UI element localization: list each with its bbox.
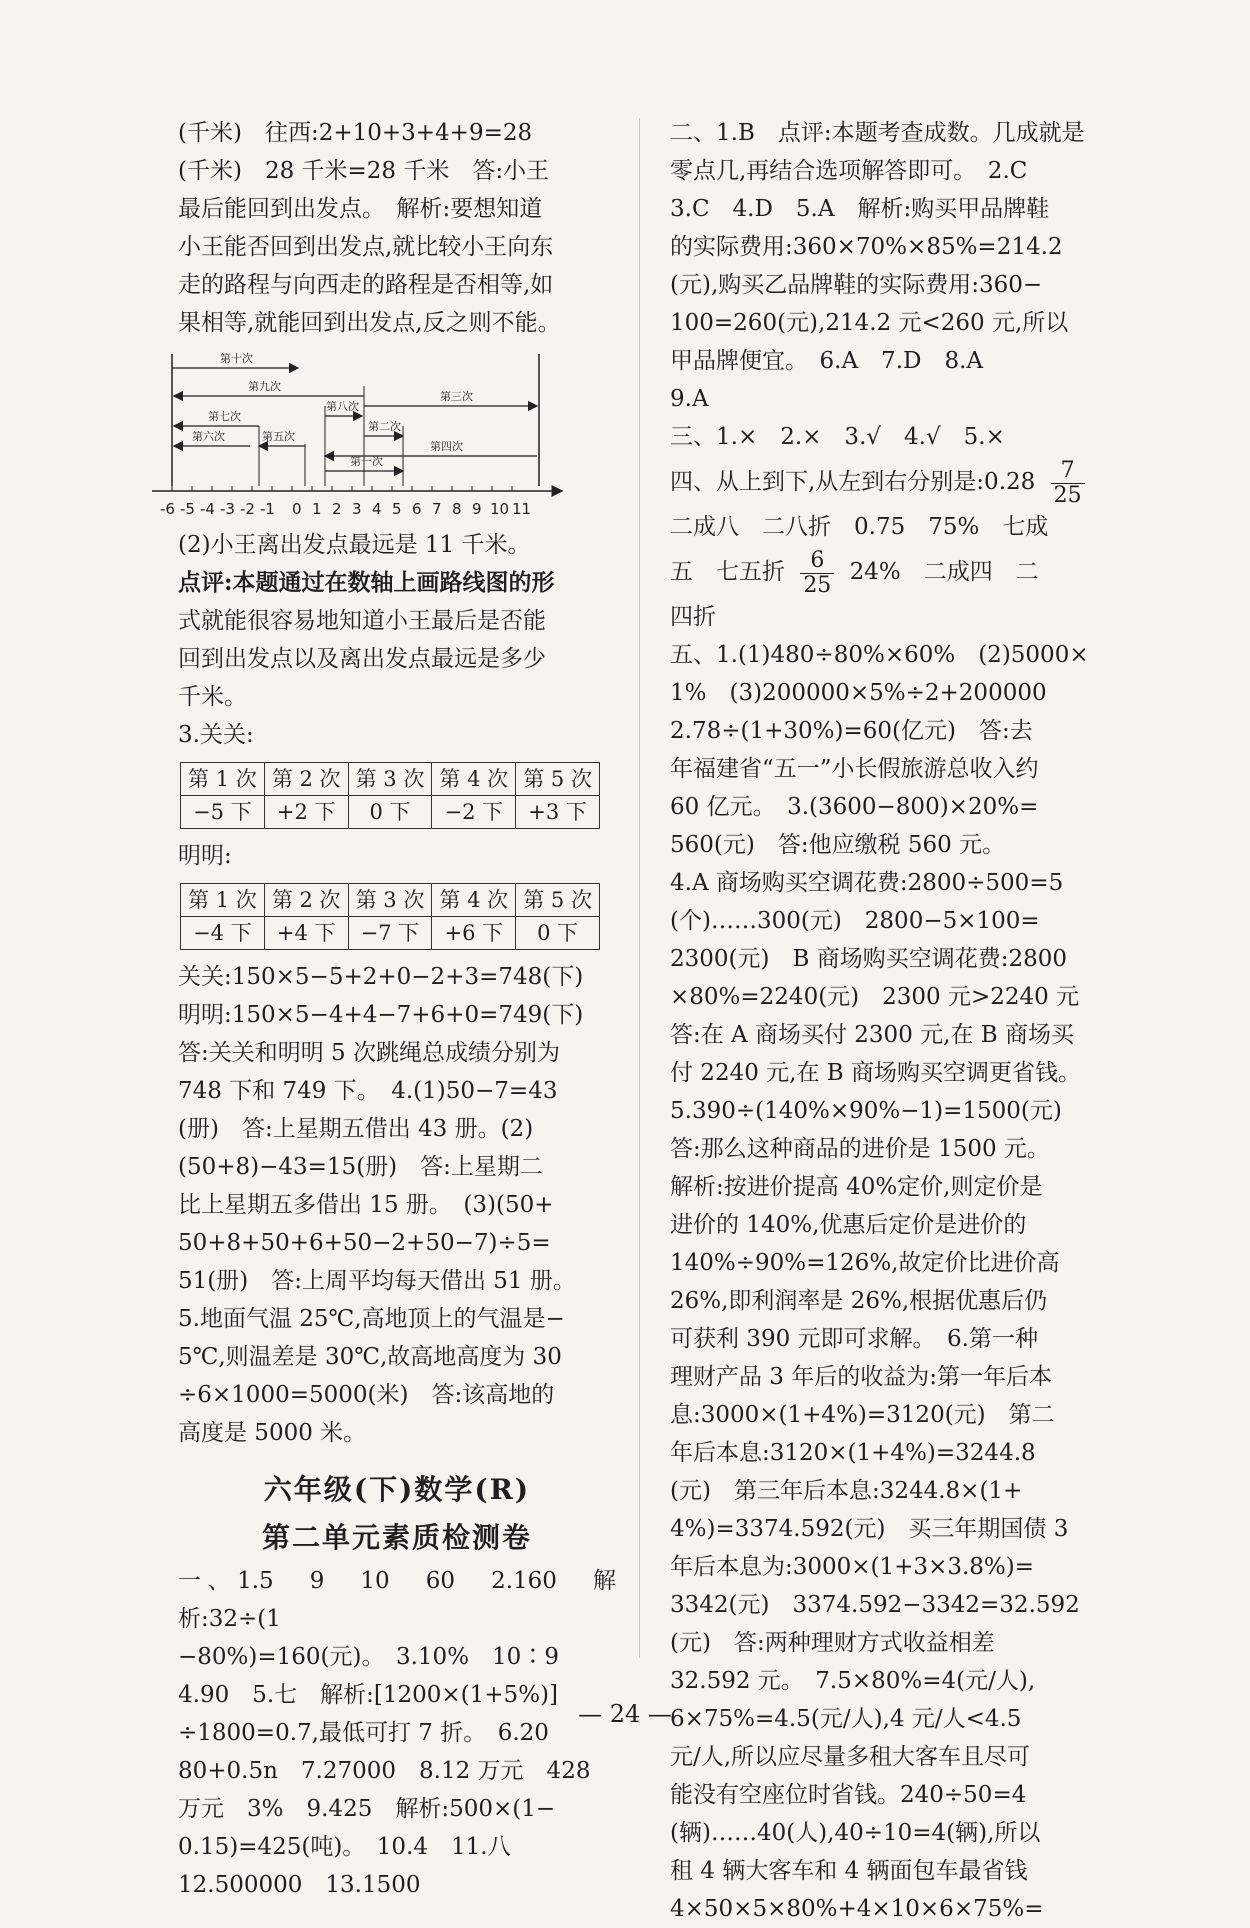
table-header: 第 2 次 — [264, 763, 348, 796]
answer-line: 万元 3% 9.425 解析:500×(1− — [178, 1796, 556, 1822]
segment-label: 第一次 — [350, 455, 383, 468]
table-cell: +3 下 — [516, 796, 600, 829]
tick-label: -1 — [260, 500, 275, 518]
answer-line: 50+8+50+6+50−2+50−7)÷5= — [178, 1230, 551, 1256]
answer-line: (册) 答:上星期五借出 43 册。(2) — [178, 1116, 534, 1142]
answer-line: 可获利 390 元即可求解。 6.第一种 — [670, 1326, 1038, 1352]
answer-line: 32.592 元。 7.5×80%=4(元/人), — [670, 1668, 1036, 1694]
table-cell: −7 下 — [348, 917, 432, 950]
segment-label: 第二次 — [368, 420, 401, 433]
tick-label: 4 — [372, 500, 382, 518]
table-header: 第 3 次 — [348, 763, 432, 796]
number-line-diagram — [150, 346, 570, 526]
table-cell: −5 下 — [181, 796, 265, 829]
four-intro: 四、从上到下,从左到右分别是:0.28 — [670, 469, 1036, 495]
answer-line: 1% (3)200000×5%÷2+200000 — [670, 680, 1047, 706]
segment-label: 第八次 — [326, 400, 359, 413]
answer-line: 748 下和 749 下。 4.(1)50−7=43 — [178, 1078, 558, 1104]
answer-line: (个)……300(元) 2800−5×100= — [670, 908, 1040, 934]
answer-line: 最后能回到出发点。 解析:要想知道 — [178, 196, 543, 222]
table-cell: 0 下 — [348, 796, 432, 829]
answer-line: 4.A 商场购买空调花费:2800÷500=5 — [670, 870, 1064, 896]
answer-line: ×80%=2240(元) 2300 元>2240 元 — [670, 984, 1080, 1010]
answer-line: (元),购买乙品牌鞋的实际费用:360− — [670, 272, 1043, 298]
answer-line: (元) 第三年后本息:3244.8×(1+ — [670, 1478, 1023, 1504]
answer-line: 6×75%=4.5(元/人),4 元/人<4.5 — [670, 1706, 1022, 1732]
answer-line: 51(册) 答:上周平均每天借出 51 册。 — [178, 1268, 576, 1294]
answer-line: 0.15)=425(吨)。 10.4 11.八 — [178, 1834, 511, 1860]
answer-line: 140%÷90%=126%,故定价比进价高 — [670, 1250, 1060, 1276]
answer-line: 12.500000 13.1500 — [178, 1872, 421, 1898]
segment-label: 第六次 — [192, 430, 225, 443]
mingming-table — [180, 883, 600, 950]
answer-line: 千米。 — [178, 684, 247, 710]
tick-label: -4 — [200, 500, 215, 518]
answer-line: 4.90 5.七 解析:[1200×(1+5%)] — [178, 1682, 558, 1708]
answer-line: 26%,即利润率是 26%,根据优惠后仍 — [670, 1288, 1048, 1314]
answer-line: 5.390÷(140%×90%−1)=1500(元) — [670, 1098, 1062, 1124]
fraction-denominator: 25 — [1053, 482, 1082, 508]
answer-line: (千米) 往西:2+10+3+4+9=28 — [178, 120, 533, 146]
answer-line: ÷6×1000=5000(米) 答:该高地的 — [178, 1382, 555, 1408]
answer-line — [670, 456, 1130, 508]
answer-line: (元) 答:两种理财方式收益相差 — [670, 1630, 995, 1656]
answer-line: 元/人,所以应尽量多租大客车且尽可 — [670, 1744, 1031, 1770]
page-number: — 24 — — [578, 1700, 672, 1728]
table-header: 第 4 次 — [432, 763, 516, 796]
answer-line: 年后本息:3120×(1+4%)=3244.8 — [670, 1440, 1036, 1466]
tick-label: 1 — [312, 500, 322, 518]
fraction-numerator: 7 — [1051, 459, 1085, 484]
tick-label: 3 — [352, 500, 362, 518]
answer-line: 租 4 辆大客车和 4 辆面包车最省钱 — [670, 1858, 1028, 1884]
segment-label: 第五次 — [262, 430, 295, 443]
fraction-numerator: 6 — [800, 549, 834, 574]
answer-line: 二、1.B 点评:本题考查成数。几成就是 — [670, 120, 1085, 146]
answer-line: 比上星期五多借出 15 册。 (3)(50+ — [178, 1192, 554, 1218]
tick-label: -5 — [180, 500, 195, 518]
left-column — [160, 114, 616, 1904]
answer-line: 三、1.× 2.× 3.√ 4.√ 5.× — [670, 424, 1005, 450]
guanguan-table — [180, 762, 600, 829]
answer-line: 甲品牌便宜。 6.A 7.D 8.A — [670, 348, 983, 374]
answer-line: 五、1.(1)480÷80%×60% (2)5000× — [670, 642, 1089, 668]
four-line3-a: 五 七五折 — [670, 559, 785, 585]
answer-line: (千米) 28 千米=28 千米 答:小王 — [178, 158, 550, 184]
table-header: 第 3 次 — [348, 884, 432, 917]
answer-line: (辆)……40(人),40÷10=4(辆),所以 — [670, 1820, 1041, 1846]
answer-line: 关关:150×5−5+2+0−2+3=748(下) — [178, 964, 584, 990]
column-divider — [639, 118, 640, 1658]
answer-line: 答:在 A 商场买付 2300 元,在 B 商场买 — [670, 1022, 1074, 1048]
four-line3-b: 24% 二成四 二 — [849, 559, 1039, 585]
answer-line: 3.C 4.D 5.A 解析:购买甲品牌鞋 — [670, 196, 1050, 222]
answer-line: 式就能很容易地知道小王最后是否能 — [178, 608, 546, 634]
answer-line: 明明:150×5−4+4−7+6+0=749(下) — [178, 1002, 584, 1028]
segment-label: 第三次 — [440, 390, 473, 403]
table-header: 第 5 次 — [516, 884, 600, 917]
tick-label: 6 — [412, 500, 422, 518]
answer-line: −80%)=160(元)。 3.10% 10∶9 — [178, 1644, 559, 1670]
tick-label: -6 — [160, 500, 175, 518]
answer-line: 2.78÷(1+30%)=60(亿元) 答:去 — [670, 718, 1033, 744]
answer-line: 4×50×5×80%+4×10×6×75%= — [670, 1896, 1044, 1922]
table-cell: −4 下 — [181, 917, 265, 950]
answer-line: 5℃,则温差是 30℃,故高地高度为 30 — [178, 1344, 562, 1370]
answer-line: 解析:按进价提高 40%定价,则定价是 — [670, 1174, 1043, 1200]
answer-line: 能没有空座位时省钱。240÷50=4 — [670, 1782, 1027, 1808]
answer-line: 2300(元) B 商场购买空调花费:2800 — [670, 946, 1067, 972]
answer-line: 高度是 5000 米。 — [178, 1420, 367, 1446]
tick-label: 9 — [472, 500, 482, 518]
answer-line: 9.A — [670, 386, 709, 412]
answer-line: 息:3000×(1+4%)=3120(元) 第二 — [670, 1402, 1055, 1428]
answer-line: ÷1800=0.7,最低可打 7 折。 6.20 — [178, 1720, 549, 1746]
segment-label: 第七次 — [208, 410, 241, 423]
answer-line: 560(元) 答:他应缴税 560 元。 — [670, 832, 1006, 858]
answer-line: 小王能否回到出发点,就比较小王向东 — [178, 234, 554, 260]
fraction-6-25 — [800, 549, 834, 598]
table-cell: −2 下 — [432, 796, 516, 829]
answer-line: 四折 — [670, 604, 716, 630]
tick-label: -3 — [220, 500, 235, 518]
segment-label: 第十次 — [220, 352, 253, 365]
answer-line: 零点几,再结合选项解答即可。 2.C — [670, 158, 1028, 184]
answer-line: 的实际费用:360×70%×85%=214.2 — [670, 234, 1063, 260]
table-header: 第 2 次 — [264, 884, 348, 917]
table-cell: 0 下 — [516, 917, 600, 950]
answer-line: 一、1.5 9 10 60 2.160 解析:32÷(1 — [178, 1568, 616, 1632]
section-title-unit: 第二单元素质检测卷 — [261, 1521, 532, 1554]
tick-label: 10 — [490, 500, 510, 518]
answer-line: 3342(元) 3374.592−3342=32.592 — [670, 1592, 1080, 1618]
answer-line: 进价的 140%,优惠后定价是进价的 — [670, 1212, 1027, 1238]
table-cell: +6 下 — [432, 917, 516, 950]
answer-line: 走的路程与向西走的路程是否相等,如 — [178, 272, 554, 298]
section-title-grade: 六年级(下)数学(R) — [263, 1473, 531, 1506]
answer-line: (50+8)−43=15(册) 答:上星期二 — [178, 1154, 543, 1180]
tick-label: 2 — [332, 500, 342, 518]
answer-line: 5.地面气温 25℃,高地顶上的气温是− — [178, 1306, 565, 1332]
table-cell: +4 下 — [264, 917, 348, 950]
q3-label: 3.关关: — [178, 722, 254, 748]
answer-line: 点评:本题通过在数轴上画路线图的形 — [178, 569, 555, 596]
tick-label: 7 — [432, 500, 442, 518]
tick-label: 11 — [512, 500, 532, 518]
answer-line: 100=260(元),214.2 元<260 元,所以 — [670, 310, 1069, 336]
table-cell: +2 下 — [264, 796, 348, 829]
answer-line: 年后本息为:3000×(1+3×3.8%)= — [670, 1554, 1035, 1580]
answer-line: 年福建省“五一”小长假旅游总收入约 — [670, 756, 1039, 782]
answer-line: 答:那么这种商品的进价是 1500 元。 — [670, 1136, 1050, 1162]
fraction-7-25 — [1051, 459, 1085, 508]
table-header: 第 4 次 — [432, 884, 516, 917]
answer-line: 60 亿元。 3.(3600−800)×20%= — [670, 794, 1039, 820]
answer-line: (2)小王离出发点最远是 11 千米。 — [178, 532, 531, 558]
answer-line: 回到出发点以及离出发点最远是多少 — [178, 646, 546, 672]
answer-line: 付 2240 元,在 B 商场购买空调更省钱。 — [670, 1060, 1081, 1086]
fraction-denominator: 25 — [803, 572, 832, 598]
tick-label: 0 — [292, 500, 302, 518]
tick-label: -2 — [240, 500, 255, 518]
answer-line: 理财产品 3 年后的收益为:第一年后本 — [670, 1364, 1053, 1390]
tick-label: 5 — [392, 500, 402, 518]
answer-line — [670, 546, 1130, 598]
segment-label: 第九次 — [248, 380, 281, 393]
answer-line: 果相等,就能回到出发点,反之则不能。 — [178, 310, 561, 336]
table-header: 第 1 次 — [181, 763, 265, 796]
right-column — [670, 114, 1130, 1928]
tick-label: 8 — [452, 500, 462, 518]
answer-line: 4%)=3374.592(元) 买三年期国债 3 — [670, 1516, 1069, 1542]
answer-line: 80+0.5n 7.27000 8.12 万元 428 — [178, 1758, 591, 1784]
mingming-label: 明明: — [178, 843, 232, 869]
segment-label: 第四次 — [430, 440, 463, 453]
table-header: 第 1 次 — [181, 884, 265, 917]
table-header: 第 5 次 — [516, 763, 600, 796]
answer-line: 二成八 二八折 0.75 75% 七成 — [670, 514, 1049, 540]
answer-line: 答:关关和明明 5 次跳绳总成绩分别为 — [178, 1040, 561, 1066]
